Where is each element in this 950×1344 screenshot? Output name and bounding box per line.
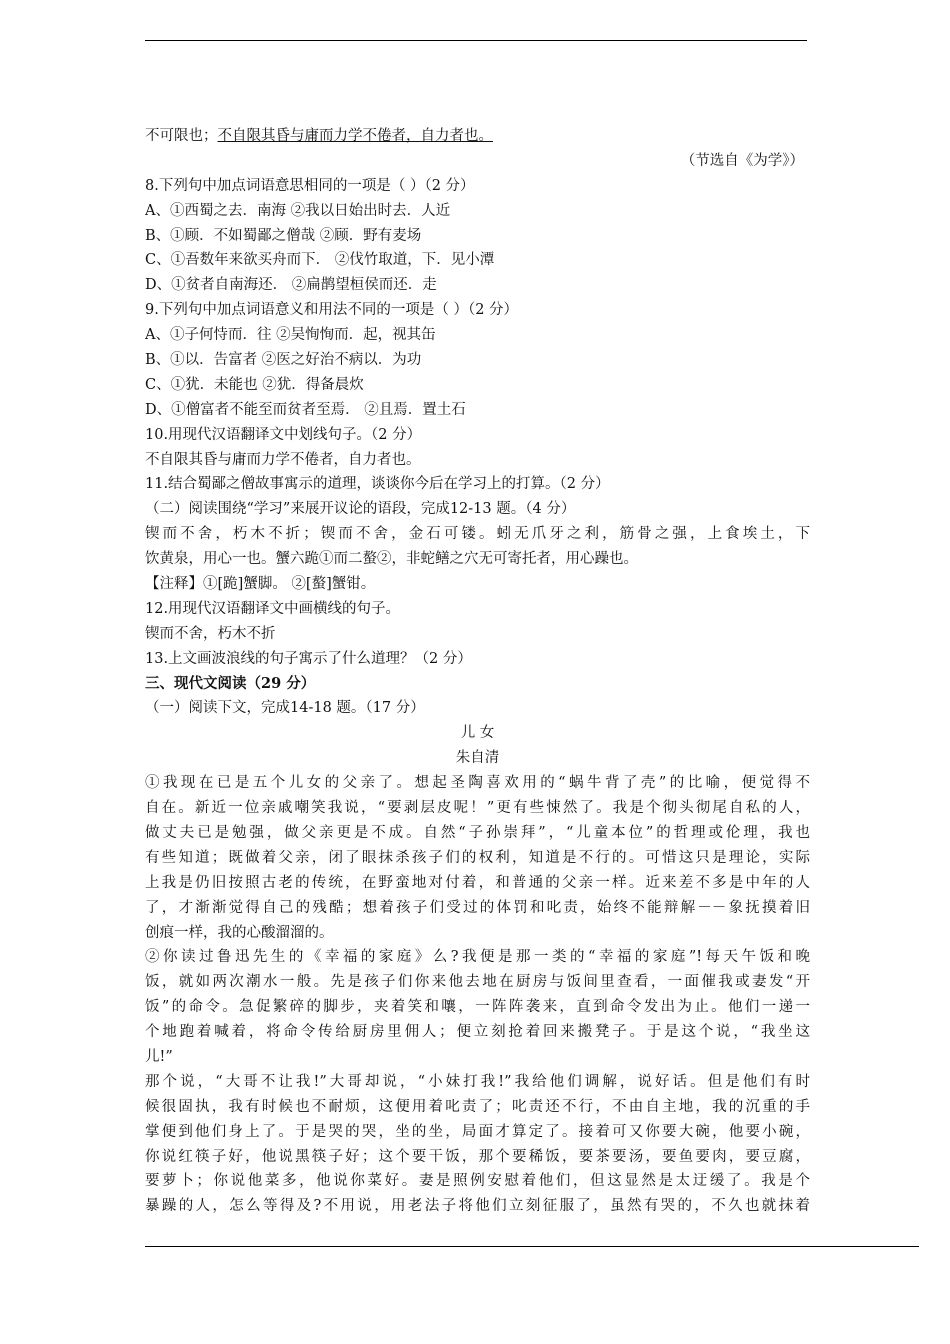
q9-option-b: B、①以．告富者 ②医之好治不病以．为功 (145, 352, 422, 369)
essay-line: 饭，就如两次潮水一般。先是孩子们你来他去地在厨房与饭间里查看，一面催我或妻发“开 (145, 974, 810, 991)
essay-author: 朱自清 (455, 750, 500, 767)
essay-line: 上我是仍旧按照古老的传统，在野蛮地对付着，和普通的父亲一样。近来差不多是中年的人 (145, 874, 810, 891)
essay-line: ①我现在已是五个儿女的父亲了。想起圣陶喜欢用的“蜗牛背了壳”的比喻，便觉得不 (145, 775, 810, 792)
essay-line: 饭”的命令。急促繁碎的脚步，夹着笑和嚷，一阵阵袭来，直到命令发出为止。他们一递一 (145, 999, 810, 1016)
q9-stem: 9.下列句中加点词语意义和用法不同的一项是（ ）（2 分） (145, 302, 519, 319)
essay-line: 掌便到他们身上了。于是哭的哭，坐的坐，局面才算定了。接着可又你要大碗，他要小碗， (145, 1123, 810, 1140)
q8-option-c: C、①吾数年来欲买舟而下． ②伐竹取道，下．见小潭 (145, 252, 495, 269)
essay-paragraph-2 (145, 945, 810, 1069)
q12-sentence: 锲而不舍，朽木不折 (145, 625, 276, 642)
section2-intro: （二）阅读围绕“学习”来展开议论的语段，完成12-13 题。（4 分） (145, 501, 576, 518)
q10-stem: 10.用现代汉语翻译文中划线句子。（2 分） (145, 426, 422, 443)
q8-option-a: A、①西蜀之去．南海 ②我以日始出时去．人近 (145, 202, 451, 219)
q8-option-d: D、①贫者自南海还． ②扁鹊望桓侯而还．走 (145, 277, 437, 294)
essay-line: 有些知道；既做着父亲，闭了眼抹杀孩子们的权利，知道是不行的。可惜这只是理论，实际 (145, 849, 810, 866)
essay-paragraph-3 (145, 1070, 810, 1219)
q8-stem: 8.下列句中加点词语意思相同的一项是（ ）（2 分） (145, 177, 475, 194)
essay-line: 创痕一样，我的心酸溜溜的。 (145, 924, 334, 941)
section2-note: 【注释】①[跪]蟹脚。 ②[螯]蟹钳。 (145, 576, 376, 593)
part3-heading: 三、现代文阅读（29 分） (145, 674, 316, 692)
essay-line: ②你读过鲁迅先生的《幸福的家庭》么?我便是那一类的“幸福的家庭”!每天午饭和晚 (145, 949, 810, 966)
essay-line: 儿!” (145, 1048, 173, 1065)
essay-line: 个地跑着喊着，将命令传给厨房里佣人；便立刻抢着回来搬凳子。于是这个说，“我坐这 (145, 1024, 810, 1041)
essay-line: 了，才渐渐觉得自己的残酷；想着孩子们受过的体罚和叱责，始终不能辩解－－象抚摸着旧 (145, 899, 810, 916)
essay-line: 要萝卜；你说他菜多，他说你菜好。妻是照例安慰着他们，但这显然是太迂缓了。我是个 (145, 1173, 810, 1190)
page-content (145, 124, 810, 1219)
essay-line: 做丈夫已是勉强，做父亲更是不成。自然“子孙崇拜”，“儿童本位”的哲理或伦理，我也 (145, 824, 810, 841)
q9-option-c: C、①犹．未能也 ②犹．得备晨炊 (145, 376, 364, 393)
essay-line: 你说红筷子好，他说黑筷子好；这个要干饭，那个要稀饭，要茶要汤，要鱼要肉，要豆腐， (145, 1148, 810, 1165)
q11-stem: 11.结合蜀鄙之僧故事寓示的道理，谈谈你今后在学习上的打算。（2 分） (145, 476, 610, 493)
section2-text-line: 饮黄泉，用心一也。蟹六跪①而二螯②，非蛇鳝之穴无可寄托者，用心躁也。 (145, 551, 638, 568)
part3-intro: （一）阅读下文，完成14-18 题。（17 分） (145, 700, 425, 717)
top-rule (145, 40, 807, 41)
passage-tail-prefix: 不可限也； (145, 128, 218, 144)
q9-option-a: A、①子何恃而．往 ②吴恂恂而．起，视其缶 (145, 327, 436, 344)
essay-line: 那个说，“大哥不让我!”大哥却说，“小妹打我!”我给他们调解，说好话。但是他们有时 (145, 1073, 810, 1090)
essay-paragraph-1 (145, 771, 810, 945)
essay-line: 候很固执，我有时候也不耐烦，这便用着叱责了；叱责还不行，不由自主地，我的沉重的手 (145, 1098, 810, 1115)
q8-option-b: B、①顾．不如蜀鄙之僧哉 ②顾．野有麦场 (145, 227, 422, 244)
q12-stem: 12.用现代汉语翻译文中画横线的句子。 (145, 600, 401, 617)
essay-title: 儿 女 (460, 725, 495, 742)
bottom-rule (145, 1246, 919, 1247)
section2-text-line: 锲而不舍，朽木不折；锲而不舍，金石可镂。蚓无爪牙之利，筋骨之强，上食埃土，下 (145, 526, 810, 543)
q9-option-d: D、①僧富者不能至而贫者至焉． ②且焉．置土石 (145, 401, 466, 418)
passage-tail (145, 124, 810, 149)
essay-line: 自在。新近一位亲戚嘲笑我说，“要剥层皮呢！”更有些悚然了。我是个彻头彻尾自私的人， (145, 800, 810, 817)
source-note: （节选自《为学》） (680, 152, 804, 169)
essay-line: 暴躁的人，怎么等得及?不用说，用老法子将他们立刻征服了，虽然有哭的，不久也就抹着 (145, 1198, 810, 1215)
q10-sentence: 不自限其昏与庸而力学不倦者，自力者也。 (145, 451, 421, 468)
q13-stem: 13.上文画波浪线的句子寓示了什么道理？（2 分） (145, 650, 472, 667)
underlined-sentence: 不自限其昏与庸而力学不倦者，自力者也。 (217, 128, 493, 144)
